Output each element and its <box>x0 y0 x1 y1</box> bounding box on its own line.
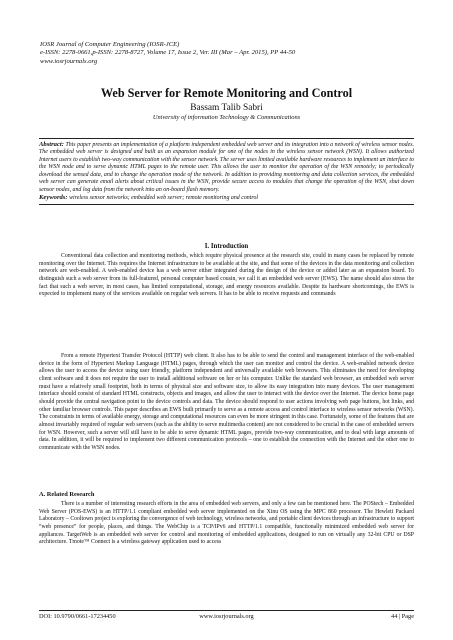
keywords-label: Keywords: <box>39 194 68 202</box>
journal-issn: e-ISSN: 2278-0661,p-ISSN: 2278-8727, Volume 17, Issue 2, Ver. III (Mar – Apr. 2015), PP 44-50 <box>40 49 296 57</box>
journal-name: IOSR Journal of Computer Engineering (IOSR-JCE) <box>40 41 180 48</box>
footer-doi: DOI: 10.9790/0661-17234450 <box>39 613 116 620</box>
section-heading-introduction: I. Introduction <box>204 243 249 250</box>
journal-header <box>40 41 420 66</box>
journal-site: www.iosrjournals.org <box>40 57 98 65</box>
footer-page-number: 44 | Page <box>391 613 414 620</box>
footer-divider <box>39 610 414 611</box>
keywords-line <box>39 194 414 202</box>
keywords-text: wireless sensor networks; embedded web server; remote monitoring and control <box>69 195 259 202</box>
abstract-block <box>39 138 414 205</box>
author-affiliation: University of information Technology & Communications <box>152 114 301 121</box>
related-research-paragraph: There is a number of interesting research efforts in the area of embedded web servers, and only a few can be mentioned here. The POStech – Embedded Web Server (POS-EWS) is an HTTP/1.1 compliant embedded web server implemented on the Xinu OS using the MPC 860 processor. The Hewlett Packard Laboratory – Cooltown project is exploring the convergence of web technology, wireless networks, and portable client devices through an infrastructure to support “web presence” for people, places, and things. The WebChip is a TCP/IPv6 and HTTP/1.1 compatible, functionally minimized embedded web server for appliances. TargetWeb is an embedded web server for control and monitoring of embedded applications, designed to run on virtually any 32-bit CPU or DSP architecture. Tmote™ Connect is a wireless gateway application used to access <box>39 501 414 546</box>
subsection-heading-related-research: A. Related Research <box>39 491 95 498</box>
footer-site: www.iosrjournals.org <box>199 613 254 620</box>
intro-paragraph-2: From a remote Hypertext Transfer Protocol (HTTP) web client. It also has to be able to send the control and management interface of the web-enabled device in the form of Hypertext Markup Language (HTML) pages, through which the user can monitor and control the device. A web-enabled network device allows the user to access the device using user friendly, platform independent and universally available web browsers. This eliminates the need for developing client software and it does not require the user to install additional software on her or his computer. Unlike the standard web browser, an embedded web server must have a relatively small footprint, both in terms of physical size and software size, to allow its easy integration into many devices. The user management interface should consist of standard HTML constructs, objects and images, and allow the user to interact with the device over the Internet. The device home page should provide the central navigation point to the device controls and data. The device should respond to user actions involving web page buttons, hot links, and other familiar browser controls. This paper describes an EWS built primarily to serve as a remote access and control interface to wireless sensor networks (WSN). The constraints in terms of available energy, storage and computational resources can even be more stringent in this case. Fortunately, some of the features that are almost invariably required of regular web servers (such as the ability to serve multimedia content) are not considered to be crucial in the case of embedded servers for WSN. However, such a server will still have to be able to serve dynamic HTML pages, provide two-way communication, and to deal with large amounts of data. In addition, it will be required to implement two different communication protocols – one to establish the connection with the Internet and the other one to communicate with the WSN nodes. <box>39 353 414 451</box>
abstract-text: This paper presents an implementation of a platform independent embedded web server and its integration into a network of wireless sensor nodes. The embedded web server is designed and built as an expansion module for one of the nodes in the wireless sensor network (WSN). It allows authorized Internet users to establish two-way communication with the sensor network. The server uses limited available hardware resources to implement an interface to the WSN node and to serve dynamic HTML pages to the remote user. This allows the user to monitor the operation of the WSN remotely; to periodically download the sensed data, and to change the operation mode of the network. In addition to providing monitoring and data collection services, the embedded web server can generate email alerts about critical issues in the WSN, provide secure access to modules that change the operation of the WSN, shut down sensor nodes, and log data from the network into an on-board flash memory. <box>39 142 414 193</box>
intro-paragraph-1: Conventional data collection and monitoring methods, which require physical presence at the research site, could in many cases be replaced by remote monitoring over the Internet. This requires the Internet infrastructure to be available at the site, and that some of the devices in the data monitoring and collection network are web-enabled. A web-enabled device has a web server either integrated during the design of the device or added later as an expansion board. To distinguish such a web server from its full-featured, personal computer based cousin, we call it an embedded web server (EWS). The name should also stress the fact that such a web server, in most cases, has limited computational, storage, and energy resources available. Despite its hardware shortcomings, the EWS is expected to implement many of the services available on regular web servers. It has to be able to receive requests and commands <box>39 253 414 298</box>
abstract-label: Abstract: <box>39 141 64 148</box>
paper-author: Bassam Talib Sabri <box>190 103 263 113</box>
paper-title: Web Server for Remote Monitoring and Control <box>100 86 353 100</box>
abstract-paragraph <box>39 141 414 194</box>
